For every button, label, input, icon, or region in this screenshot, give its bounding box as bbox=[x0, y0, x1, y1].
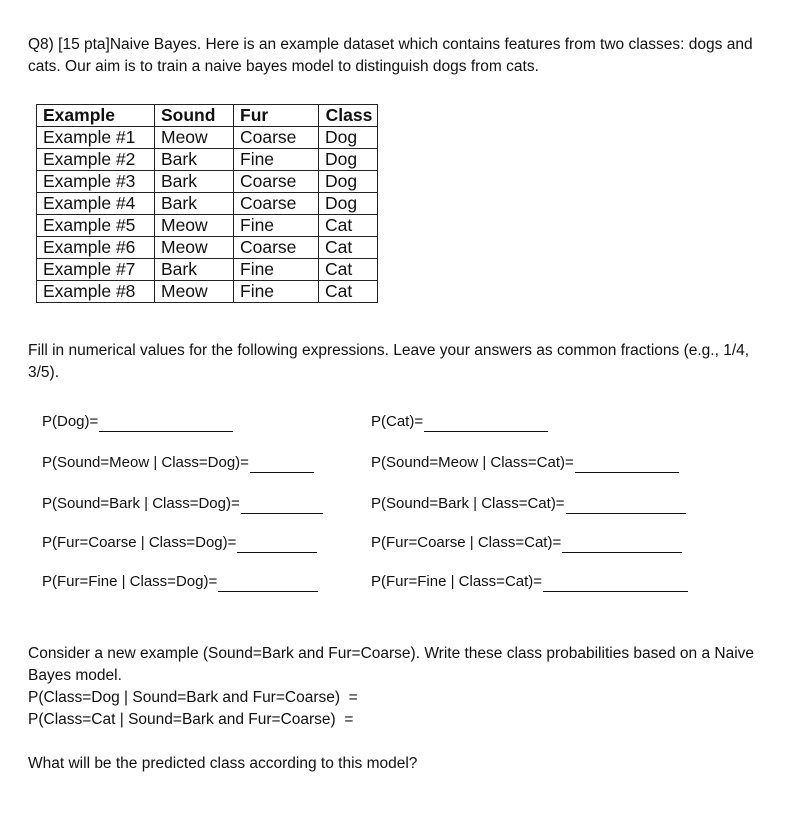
cell-fur: Coarse bbox=[234, 237, 319, 259]
cell-sound: Bark bbox=[155, 171, 234, 193]
answer-blank[interactable] bbox=[241, 499, 323, 514]
answer-blank[interactable] bbox=[218, 577, 318, 592]
expr-meow-given-dog bbox=[42, 453, 314, 473]
expr-label: P(Cat)= bbox=[371, 413, 424, 430]
expr-coarse-given-dog bbox=[42, 533, 317, 553]
cell-example: Example #1 bbox=[37, 127, 155, 149]
answer-blank[interactable] bbox=[250, 458, 314, 473]
table-row bbox=[37, 259, 378, 281]
header-class: Class bbox=[319, 105, 378, 127]
cell-fur: Coarse bbox=[234, 127, 319, 149]
fill-in-instructions: Fill in numerical values for the following expressions. Leave your answers as common fractions (e.g., 1/4, 3/5). bbox=[28, 342, 750, 381]
cell-class: Dog bbox=[319, 171, 378, 193]
answer-blank[interactable] bbox=[562, 538, 682, 553]
posterior-dog: P(Class=Dog | Sound=Bark and Fur=Coarse) = bbox=[28, 689, 358, 706]
answer-blank[interactable] bbox=[99, 417, 233, 432]
expr-label: P(Sound=Bark | Class=Dog)= bbox=[42, 495, 240, 512]
cell-fur: Coarse bbox=[234, 193, 319, 215]
cell-example: Example #5 bbox=[37, 215, 155, 237]
cell-sound: Bark bbox=[155, 193, 234, 215]
cell-class: Cat bbox=[319, 259, 378, 281]
expr-label: P(Fur=Fine | Class=Cat)= bbox=[371, 573, 543, 590]
cell-class: Cat bbox=[319, 215, 378, 237]
cell-sound: Bark bbox=[155, 149, 234, 171]
expr-meow-given-cat bbox=[371, 453, 679, 473]
expr-fine-given-dog bbox=[42, 572, 318, 592]
expr-bark-given-cat bbox=[371, 494, 686, 514]
header-fur: Fur bbox=[234, 105, 319, 127]
expr-label: P(Sound=Meow | Class=Cat)= bbox=[371, 454, 574, 471]
cell-sound: Meow bbox=[155, 215, 234, 237]
prediction-question: What will be the predicted class according to this model? bbox=[28, 755, 418, 772]
answer-blank[interactable] bbox=[566, 499, 686, 514]
table-row bbox=[37, 193, 378, 215]
cell-sound: Bark bbox=[155, 259, 234, 281]
expr-label: P(Dog)= bbox=[42, 413, 99, 430]
new-example-section bbox=[28, 643, 768, 731]
expr-coarse-given-cat bbox=[371, 533, 682, 553]
expr-label: P(Sound=Bark | Class=Cat)= bbox=[371, 495, 565, 512]
table-row bbox=[37, 281, 378, 303]
cell-class: Dog bbox=[319, 149, 378, 171]
cell-example: Example #8 bbox=[37, 281, 155, 303]
cell-example: Example #2 bbox=[37, 149, 155, 171]
posterior-cat: P(Class=Cat | Sound=Bark and Fur=Coarse) = bbox=[28, 711, 354, 728]
expr-p-dog bbox=[42, 412, 233, 432]
header-sound: Sound bbox=[155, 105, 234, 127]
answer-blank[interactable] bbox=[237, 538, 317, 553]
cell-sound: Meow bbox=[155, 281, 234, 303]
cell-fur: Fine bbox=[234, 215, 319, 237]
cell-class: Dog bbox=[319, 193, 378, 215]
cell-example: Example #3 bbox=[37, 171, 155, 193]
table-row bbox=[37, 237, 378, 259]
cell-sound: Meow bbox=[155, 127, 234, 149]
expr-bark-given-dog bbox=[42, 494, 323, 514]
cell-example: Example #6 bbox=[37, 237, 155, 259]
header-example: Example bbox=[37, 105, 155, 127]
cell-fur: Fine bbox=[234, 259, 319, 281]
new-example-intro: Consider a new example (Sound=Bark and Fur=Coarse). Write these class probabilities based on a Naive Bayes model. bbox=[28, 645, 755, 684]
question-intro: Q8) [15 pta]Naive Bayes. Here is an example dataset which contains features from two classes: dogs and cats. Our aim is to train a naive bayes model to distinguish dogs from cats. bbox=[28, 36, 753, 75]
expr-label: P(Fur=Coarse | Class=Dog)= bbox=[42, 534, 237, 551]
table-row bbox=[37, 149, 378, 171]
answer-blank[interactable] bbox=[424, 417, 548, 432]
table-row bbox=[37, 215, 378, 237]
cell-class: Cat bbox=[319, 237, 378, 259]
cell-fur: Fine bbox=[234, 149, 319, 171]
table-row bbox=[37, 171, 378, 193]
table-row bbox=[37, 127, 378, 149]
answer-blank[interactable] bbox=[543, 577, 688, 592]
cell-sound: Meow bbox=[155, 237, 234, 259]
expr-label: P(Sound=Meow | Class=Dog)= bbox=[42, 454, 249, 471]
cell-fur: Fine bbox=[234, 281, 319, 303]
answer-blank[interactable] bbox=[575, 458, 679, 473]
cell-class: Dog bbox=[319, 127, 378, 149]
cell-class: Cat bbox=[319, 281, 378, 303]
table-header-row bbox=[37, 105, 378, 127]
cell-example: Example #7 bbox=[37, 259, 155, 281]
expr-fine-given-cat bbox=[371, 572, 688, 592]
expr-p-cat bbox=[371, 412, 548, 432]
dataset-table bbox=[36, 104, 378, 303]
cell-example: Example #4 bbox=[37, 193, 155, 215]
cell-fur: Coarse bbox=[234, 171, 319, 193]
expr-label: P(Fur=Coarse | Class=Cat)= bbox=[371, 534, 562, 551]
expr-label: P(Fur=Fine | Class=Dog)= bbox=[42, 573, 218, 590]
